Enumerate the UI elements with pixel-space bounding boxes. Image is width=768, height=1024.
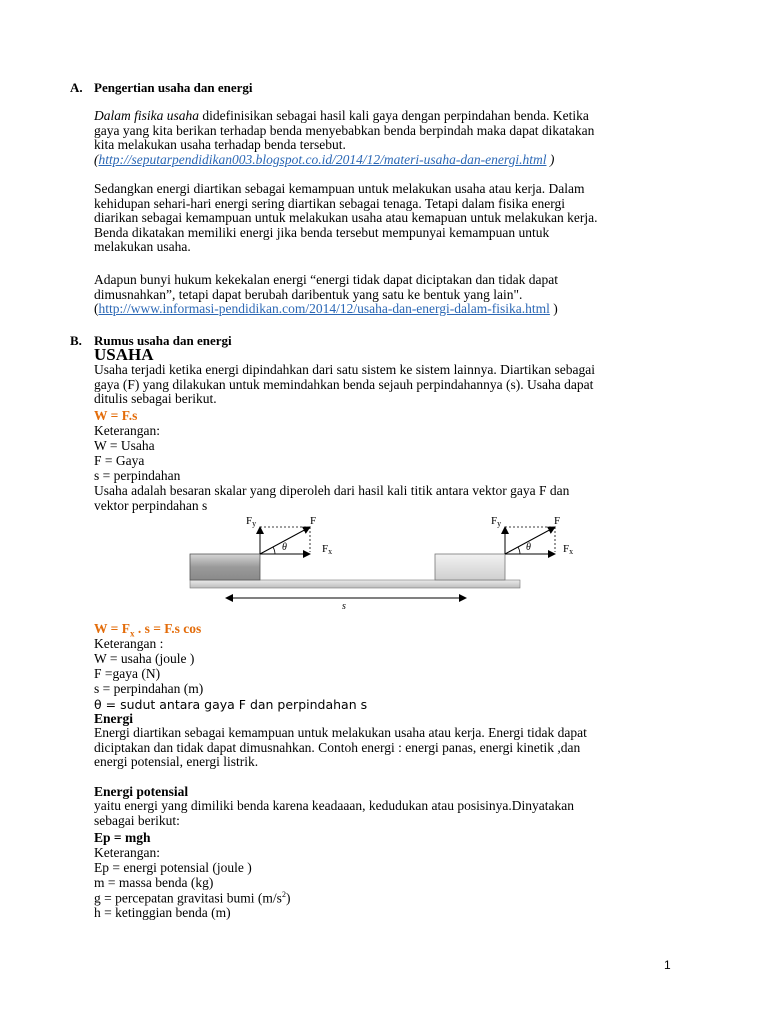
paragraph-usaha-definition: Dalam fisika usaha didefinisikan sebagai hasil kali gaya dengan perpindahan benda. Ketika gaya yang kita berikan terhadap benda menyebabkan benda berpindah maka dapat dikatakan kita melakukan usaha terhadap benda tersebut. (http://seputarpendidikan003.blogspot.co.id/2014/12/materi-usaha-dan-energi.html ) (94, 108, 595, 167)
label-fx-left: Fx (322, 543, 333, 556)
work-force-diagram (180, 510, 600, 612)
paragraph-energi-definition: Sedangkan energi diartikan sebagai kemampuan untuk melakukan usaha atau kerja. Dalam kehidupan sehari-hari energi sering diartikan sebagai tenaga. Tetapi dalam fisika energi diarikan sebagai kemampuan untuk melakukan usaha atau kemapuan untuk melakukan kerja. Benda dikatakan memiliki energi jika benda tersebut mempunyai kemampuan untuk melakukan usaha. (94, 181, 598, 255)
label-theta-right: θ (526, 542, 531, 553)
label-f-right: F (554, 515, 561, 527)
scalar-sentence-line2: vektor perpindahan s (94, 498, 208, 513)
label-s: s (342, 601, 346, 612)
page-number: 1 (664, 958, 671, 972)
keterangan-item: m = massa benda (kg) (94, 875, 214, 890)
keterangan-label-1: Keterangan: (94, 423, 160, 438)
formula-ep-mgh: Ep = mgh (94, 830, 151, 845)
keterangan-item: W = Usaha (94, 438, 155, 453)
formula-w-fx-s: $W = F_x$ . s = F.s cos (94, 621, 202, 639)
paragraph-hukum-kekekalan: Adapun bunyi hukum kekekalan energi “energi tidak dapat diciptakan dan tidak dapat dimusnahkan”, tetapi dapat berubah daribentuk yang satu ke bentuk yang lain". (http://www.informasi-pendidikan.com/2014/12/usaha-dan-energi-dalam-fisika.html ) (94, 272, 558, 317)
section-a-heading: A. Pengertian usaha dan energi (70, 80, 253, 95)
paragraph-energi: Energi diartikan sebagai kemampuan untuk melakukan usaha atau kerja. Energi tidak dapat diciptakan dan tidak dapat dimusnahkan. Contoh energi : energi panas, energi kinetik ,dan energi potensial, energi listrik. (94, 725, 587, 770)
formula-w-fs: W = F.s (94, 408, 138, 423)
keterangan-item: F = Gaya (94, 453, 145, 468)
label-f-left: F (310, 515, 317, 527)
section-b-heading: B. Rumus usaha dan energi (70, 333, 232, 348)
keterangan-label-3: Keterangan: (94, 845, 160, 860)
source-link-2[interactable]: http://www.informasi-pendidikan.com/2014/12/usaha-dan-energi-dalam-fisika.html (98, 301, 550, 317)
keterangan-item: s = perpindahan (m) (94, 681, 204, 696)
keterangan-item: W = usaha (joule ) (94, 651, 195, 666)
keterangan-item: h = ketinggian benda (m) (94, 905, 231, 920)
keterangan-item: Ep = energi potensial (joule ) (94, 860, 252, 875)
label-fy-right: Fy (491, 515, 502, 528)
energi-heading: Energi (94, 711, 133, 726)
source-link-1[interactable]: http://seputarpendidikan003.blogspot.co.id/2014/12/materi-usaha-dan-energi.html (98, 151, 547, 167)
label-fy-left: Fy (246, 515, 257, 528)
label-theta-left: θ (282, 542, 287, 553)
floor-surface (190, 580, 520, 588)
paragraph-usaha: Usaha terjadi ketika energi dipindahkan dari satu sistem ke sistem lainnya. Diartikan sebagai gaya (F) yang dilakukan untuk memindahkan benda sejauh perpindahannya (s). Usaha dapat ditulis sebagai berikut. (94, 362, 595, 407)
keterangan-item: F =gaya (N) (94, 666, 161, 681)
keterangan-label-2: Keterangan : (94, 636, 164, 651)
label-fx-right: Fx (563, 543, 574, 556)
keterangan-theta: θ = sudut antara gaya F dan perpindahan s (94, 697, 368, 712)
paragraph-energi-potensial: yaitu energi yang dimiliki benda karena keadaaan, kedudukan atau posisinya.Dinyatakan sebagai berikut: (94, 798, 574, 828)
keterangan-item: s = perpindahan (94, 468, 181, 483)
usaha-heading: USAHA (94, 345, 154, 364)
block-end (435, 554, 505, 580)
scalar-sentence-line1: Usaha adalah besaran skalar yang diperoleh dari hasil kali titik antara vektor gaya F dan (94, 483, 570, 498)
keterangan-item-g: g = percepatan gravitasi bumi $(m/s^2)$ (94, 890, 291, 906)
energi-potensial-heading: Energi potensial (94, 784, 189, 799)
block-start (190, 554, 260, 580)
